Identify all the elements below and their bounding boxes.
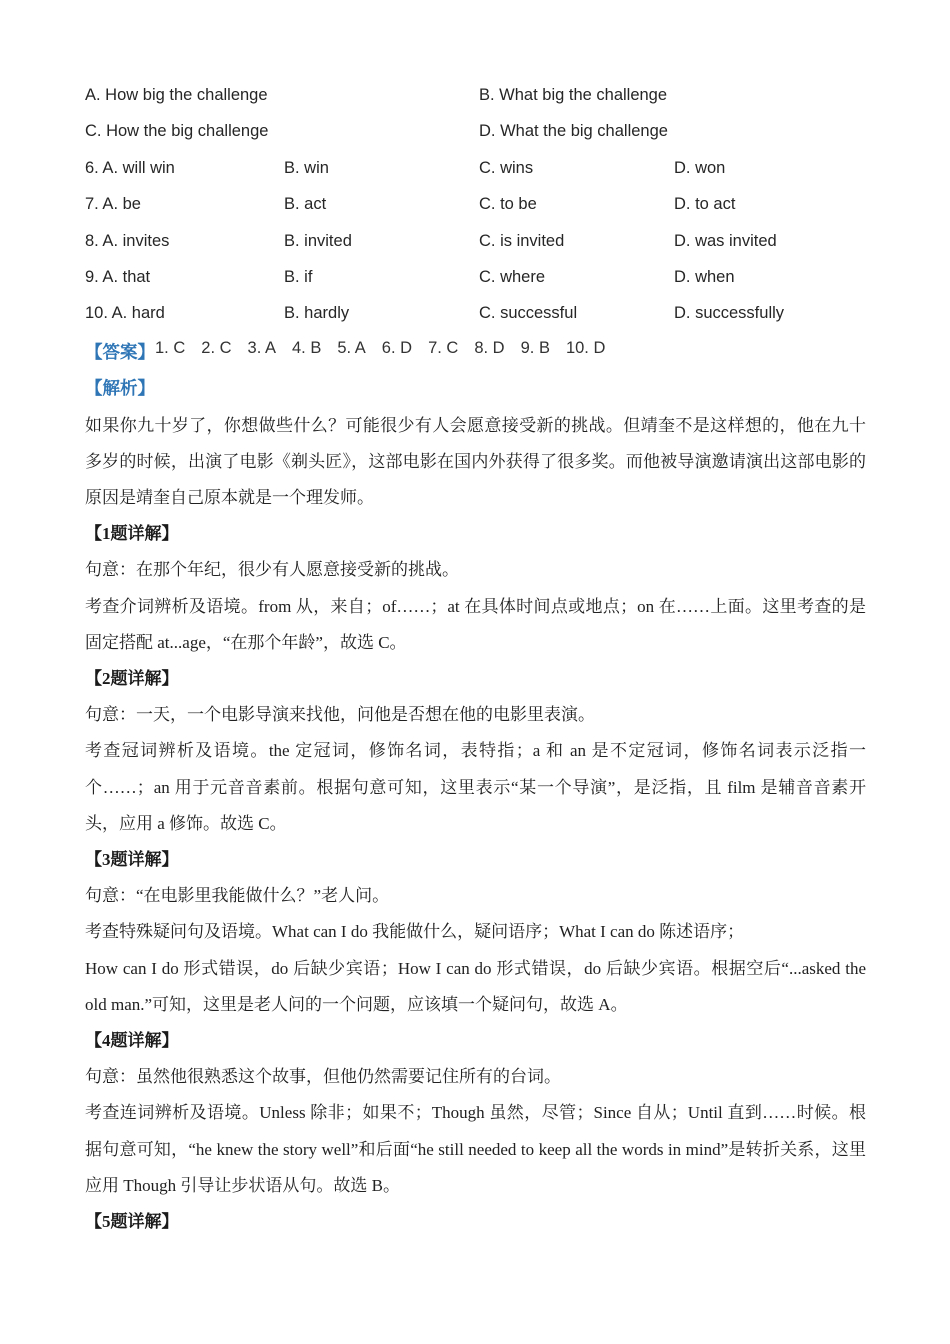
analysis-line bbox=[85, 371, 866, 407]
explanation-paragraph: 句意：一天，一个电影导演来找他，问他是否想在他的电影里表演。 bbox=[85, 705, 595, 725]
explanation-paragraph: How can I do 形式错误，do 后缺少宾语；How I can do 形式错误，do 后缺少宾语。根据空后“...asked the old man.”可知，这里是老人问的一个问题，应该填一个疑问句，故选 A。 bbox=[85, 958, 866, 1014]
option-cell: C. wins bbox=[479, 158, 534, 177]
explanation-header-2: 【2题详解】 bbox=[85, 668, 179, 688]
analysis-intro-paragraph: 如果你九十岁了，你想做些什么？可能很少有人会愿意接受新的挑战。但靖奎不是这样想的，他在九十多岁的时候，出演了电影《剃头匠》，这部电影在国内外获得了很多奖。而他被导演邀请演出这部电影的原因是靖奎自己原本就是一个理发师。 bbox=[85, 415, 866, 507]
option-cell: B. invited bbox=[284, 231, 352, 250]
answer-item: 4. B bbox=[291, 338, 322, 357]
answer-line bbox=[85, 335, 866, 371]
option-row bbox=[85, 153, 866, 189]
explanation-paragraph: 考查介词辨析及语境。from 从，来自；of……；at 在具体时间点或地点；on 在……上面。这里考查的是固定搭配 at...age，“在那个年龄”，故选 C。 bbox=[85, 596, 866, 652]
answer-item: 2. C bbox=[201, 338, 232, 357]
option-cell: 6. A. will win bbox=[85, 158, 175, 177]
explanation-paragraph: 句意：“在电影里我能做什么？”老人问。 bbox=[85, 886, 390, 906]
option-row bbox=[85, 298, 866, 334]
answer-item: 6. D bbox=[381, 338, 413, 357]
answer-item: 10. D bbox=[565, 338, 606, 357]
option-cell: C. where bbox=[479, 267, 546, 286]
option-cell: C. is invited bbox=[479, 231, 565, 250]
answer-item: 1. C bbox=[155, 338, 186, 357]
option-cell: C. successful bbox=[479, 304, 578, 323]
answer-item: 9. B bbox=[520, 338, 550, 357]
option-row bbox=[85, 189, 866, 225]
option-cell: 9. A. that bbox=[85, 267, 151, 286]
option-cell: B. act bbox=[284, 195, 327, 214]
option-row bbox=[85, 80, 866, 116]
option-cell: 10. A. hard bbox=[85, 304, 165, 323]
option-cell: C. to be bbox=[479, 195, 537, 214]
explanation-paragraph: 考查冠词辨析及语境。the 定冠词，修饰名词，表特指；a 和 an 是不定冠词，修饰名词表示泛指一个……；an 用于元音音素前。根据句意可知，这里表示“某一个导演”，是泛指，且 film 是辅音音素开头，应用 a 修饰。故选 C。 bbox=[85, 741, 866, 833]
explanation-paragraph: 考查连词辨析及语境。Unless 除非；如果不；Though 虽然，尽管；Since 自从；Until 直到……时候。根据句意可知，“he knew the story well”和后面“he still needed to keep all the words in mind”是转折关系，这里应用 Though 引导让步状语从句。故选 B。 bbox=[85, 1103, 866, 1195]
document-content bbox=[85, 80, 866, 1240]
option-row bbox=[85, 226, 866, 262]
analysis-label: 【解析】 bbox=[85, 378, 155, 399]
option-cell: D. to act bbox=[674, 195, 736, 214]
option-cell: B. win bbox=[284, 158, 329, 177]
explanation-header-3: 【3题详解】 bbox=[85, 849, 179, 869]
options-grid bbox=[85, 80, 866, 335]
option-row bbox=[85, 262, 866, 298]
option-cell: C. How the big challenge bbox=[85, 122, 269, 141]
answer-item: 7. C bbox=[428, 338, 459, 357]
option-cell: D. What the big challenge bbox=[479, 122, 668, 141]
explanation-paragraph: 考查特殊疑问句及语境。What can I do 我能做什么，疑问语序；What I can do 陈述语序； bbox=[85, 922, 745, 942]
option-cell: 7. A. be bbox=[85, 195, 141, 214]
option-row bbox=[85, 116, 866, 152]
explanation-header-5: 【5题详解】 bbox=[85, 1211, 179, 1231]
option-cell: D. when bbox=[674, 267, 735, 286]
option-cell: B. What big the challenge bbox=[479, 86, 668, 104]
option-cell: A. How big the challenge bbox=[85, 86, 268, 104]
explanation-header-1: 【1题详解】 bbox=[85, 524, 179, 544]
option-cell: B. if bbox=[284, 267, 313, 286]
answer-label: 【答案】 bbox=[85, 341, 155, 362]
option-cell: B. hardly bbox=[284, 304, 350, 323]
explanation-paragraph: 句意：虽然他很熟悉这个故事，但他仍然需要记住所有的台词。 bbox=[85, 1067, 561, 1087]
option-cell: D. won bbox=[674, 158, 726, 177]
option-cell: D. was invited bbox=[674, 231, 777, 250]
answer-item: 8. D bbox=[474, 338, 505, 357]
explanation-paragraph: 句意：在那个年纪，很少有人愿意接受新的挑战。 bbox=[85, 560, 459, 580]
explanation-header-4: 【4题详解】 bbox=[85, 1030, 179, 1050]
answer-item: 3. A bbox=[247, 338, 276, 357]
option-cell: 8. A. invites bbox=[85, 231, 170, 250]
answer-item: 5. A bbox=[337, 338, 366, 357]
option-cell: D. successfully bbox=[674, 304, 785, 323]
